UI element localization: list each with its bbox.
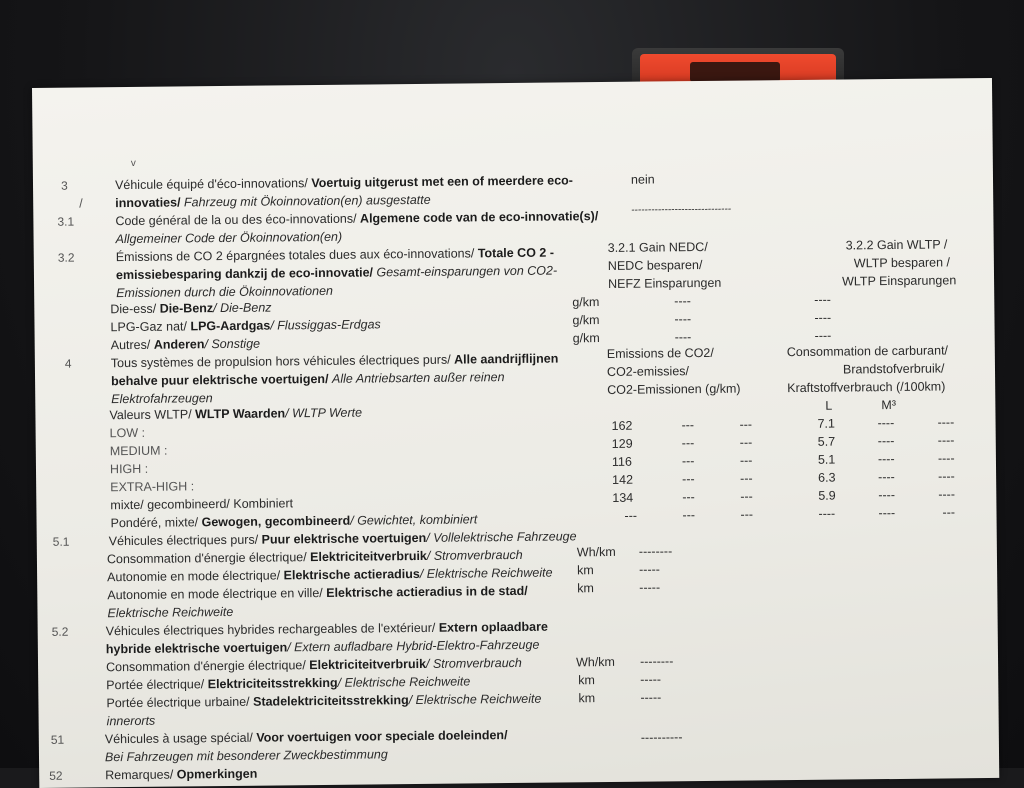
phase-liters: 5.7 <box>817 434 836 449</box>
phase-label: mixte/ gecombineerd/ Kombiniert <box>110 496 294 513</box>
weighted-v6: --- <box>942 505 956 520</box>
row-32-line3: Emissionen durch die Ökoinnovationen <box>116 283 334 301</box>
fuel-nedc-value: ---- <box>674 330 692 345</box>
row-52-line1: Véhicules électriques hybrides rechargeables de l'extérieur/ Extern oplaadbare <box>105 619 548 639</box>
row-51-item: Autonomie en mode électrique/ Elektrische actieradius/ Elektrische Reichweite <box>107 565 553 585</box>
phase-co2-alt1: --- <box>682 472 695 487</box>
fuel-header-1: Consommation de carburant/ <box>786 343 949 360</box>
nedc-header-2: NEDC besparen/ <box>607 257 703 273</box>
phase-co2: 162 <box>611 418 633 433</box>
item-unit: km <box>577 563 594 578</box>
phase-label: EXTRA-HIGH : <box>110 479 195 495</box>
row-32-line2: emissiebesparing dankzij de eco-innovatie/ Gesamt-einsparungen von CO2- <box>115 263 558 283</box>
item-value: ----- <box>640 672 662 687</box>
fuel-header-2: Brandstofverbruik/ <box>842 361 945 377</box>
phase-label: LOW : <box>109 425 146 441</box>
phase-co2-alt2: --- <box>739 417 753 432</box>
fuel-unit: g/km <box>572 331 600 346</box>
row-51b-value: ---------- <box>640 730 683 745</box>
row-51-item: Consommation d'énergie électrique/ Elektriciteitverbruik/ Stromverbrauch <box>106 547 523 567</box>
phase-m3-2: ---- <box>937 433 955 448</box>
row-52b-line1: Remarques/ Opmerkingen <box>105 766 258 783</box>
item-unit: km <box>578 691 596 706</box>
unit-liters: L <box>825 398 833 413</box>
row-31-line2: Allgemeiner Code der Ökoinnovation(en) <box>115 229 343 247</box>
phase-co2-alt2: --- <box>740 489 753 504</box>
row-51-item: Autonomie en mode électrique en ville/ Elektrische actieradius in de stad/ <box>107 583 528 603</box>
item-value: ----- <box>640 690 662 705</box>
co2-header-1: Emissions de CO2/ <box>606 345 714 361</box>
phase-co2: 116 <box>611 454 632 469</box>
phase-m3-1: ---- <box>878 469 895 485</box>
phase-m3-2: ---- <box>937 451 955 466</box>
item-unit: km <box>578 673 595 688</box>
row-31-value: ------------------------------ <box>631 203 732 216</box>
row-3-line1: Véhicule équipé d'éco-innovations/ Voertuig uitgerust met een of meerdere eco- <box>114 173 573 193</box>
item-unit: Wh/km <box>575 654 616 670</box>
weighted-v5: ---- <box>878 505 896 521</box>
row-52-item: Portée électrique/ Elektriciteitsstrekking/ Elektrische Reichweite <box>106 674 471 693</box>
phase-co2: 129 <box>611 436 633 451</box>
phase-co2-alt2: --- <box>740 471 753 486</box>
phase-m3-2: ---- <box>937 415 955 430</box>
row-32-line1: Émissions de CO 2 épargnées totales dues aux éco-innovations/ Totale CO 2 - <box>115 245 555 265</box>
phase-label: MEDIUM : <box>109 443 168 459</box>
weighted-v4: ---- <box>818 506 836 521</box>
fuel-wltp-value: ---- <box>814 310 832 325</box>
item-value: ----- <box>639 562 660 577</box>
row-number: 3.2 <box>57 250 75 265</box>
phase-co2-alt1: --- <box>682 490 695 505</box>
row-number: 5.2 <box>51 624 69 639</box>
fuel-wltp-value: ---- <box>814 292 831 307</box>
phase-m3-1: ---- <box>877 415 895 431</box>
fuel-label: Autres/ Anderen/ Sonstige <box>110 336 261 353</box>
row-3-line2: innovaties/ Fahrzeug mit Ökoinnovation(en) ausgestatte <box>115 192 431 211</box>
row-number: 5.1 <box>52 534 70 549</box>
document-page <box>32 78 999 788</box>
row-51b-line1: Véhicules à usage spécial/ Voor voertuigen voor speciale doeleinden/ <box>104 728 508 747</box>
row-52-item: Consommation d'énergie électrique/ Elektriciteitverbruik/ Stromverbrauch <box>105 655 522 675</box>
co2-header-3: CO2-Emissionen (g/km) <box>607 381 741 397</box>
row-number: 52 <box>49 768 63 783</box>
phase-liters: 7.1 <box>817 416 836 431</box>
phase-m3-2: ---- <box>938 487 956 502</box>
item-value: -------- <box>638 544 673 559</box>
row-51-item-cont: Elektrische Reichweite <box>107 604 234 621</box>
fuel-wltp-value: ---- <box>814 328 832 343</box>
unit-m3: M³ <box>881 397 897 413</box>
phase-co2: 134 <box>612 490 634 505</box>
wltp-header-3: WLTP Einsparungen <box>841 273 957 289</box>
phase-m3-1: ---- <box>877 433 895 449</box>
phase-liters: 5.9 <box>818 488 836 503</box>
nedc-header-3: NEFZ Einsparungen <box>608 275 722 291</box>
phase-m3-2: ---- <box>938 469 955 484</box>
item-value: ----- <box>639 580 661 595</box>
fuel-nedc-value: ---- <box>674 294 691 309</box>
fuel-unit: g/km <box>572 313 600 328</box>
fuel-label: LPG-Gaz nat/ LPG-Aardgas/ Flussiggas-Erdgas <box>110 317 381 335</box>
row-4-line2: behalve puur elektrische voertuigen/ Alle Antriebsarten außer reinen <box>111 370 505 389</box>
item-unit: km <box>577 581 595 596</box>
item-unit: Wh/km <box>576 544 616 560</box>
co2-header-2: CO2-emissies/ <box>606 364 690 379</box>
row-number: 4 <box>64 356 72 371</box>
row-4-line3: Elektrofahrzeugen <box>111 391 213 407</box>
phase-co2-alt2: --- <box>739 453 753 468</box>
phase-label: HIGH : <box>109 461 149 477</box>
row-52-item-cont: innerorts <box>106 713 156 729</box>
row-number: 3 <box>60 178 68 193</box>
nedc-header-1: 3.2.1 Gain NEDC/ <box>607 239 708 255</box>
tick-mark: v <box>130 157 136 169</box>
phase-co2-alt1: --- <box>681 418 695 433</box>
row-51-title: Véhicules électriques purs/ Puur elektrische voertuigen/ Vollelektrische Fahrzeuge <box>108 529 577 549</box>
wltp-header-2: WLTP besparen / <box>853 255 951 271</box>
phase-co2: 142 <box>612 472 634 487</box>
buckle-slot <box>690 62 780 82</box>
item-value: -------- <box>639 654 674 669</box>
row-4-line1: Tous systèmes de propulsion hors véhicules électriques purs/ Alle aandrijflijnen <box>110 351 559 371</box>
wltp-values-label: Valeurs WLTP/ WLTP Waarden/ WLTP Werte <box>109 405 363 423</box>
fuel-header-3: Kraftstoffverbrauch (/100km) <box>787 379 946 396</box>
row-52-line2: hybride elektrische voertuigen/ Extern aufladbare Hybrid-Elektro-Fahrzeuge <box>105 637 540 657</box>
row-number: 51 <box>50 732 65 747</box>
row-31-line1: Code général de la ou des éco-innovations/ Algemene code van de eco-innovatie(s)/ <box>115 209 599 229</box>
weighted-v2: --- <box>682 508 696 523</box>
weighted-v3: --- <box>740 507 754 522</box>
phase-liters: 5.1 <box>817 452 836 467</box>
fuel-unit: g/km <box>572 295 600 310</box>
row-3-value: nein <box>630 172 655 187</box>
phase-m3-1: ---- <box>878 487 896 503</box>
row-51b-line2: Bei Fahrzeugen mit besonderer Zweckbestimmung <box>104 747 388 765</box>
phase-co2-alt1: --- <box>681 454 695 469</box>
wltp-header-1: 3.2.2 Gain WLTP / <box>845 237 948 253</box>
weighted-label: Pondéré, mixte/ Gewogen, gecombineerd/ Gewichtet, kombiniert <box>110 512 478 531</box>
phase-co2-alt1: --- <box>681 436 695 451</box>
phase-m3-1: ---- <box>877 451 895 467</box>
fuel-label: Die-ess/ Die-Benz/ Die-Benz <box>110 300 272 317</box>
margin-mark: / <box>79 196 83 211</box>
row-52-item: Portée électrique urbaine/ Stadelektriciteitsstrekking/ Elektrische Reichweite <box>106 691 542 711</box>
phase-co2-alt2: --- <box>739 435 753 450</box>
fuel-nedc-value: ---- <box>674 312 692 327</box>
phase-liters: 6.3 <box>818 470 836 485</box>
row-number: 3.1 <box>57 214 75 229</box>
weighted-v1: --- <box>624 508 638 523</box>
